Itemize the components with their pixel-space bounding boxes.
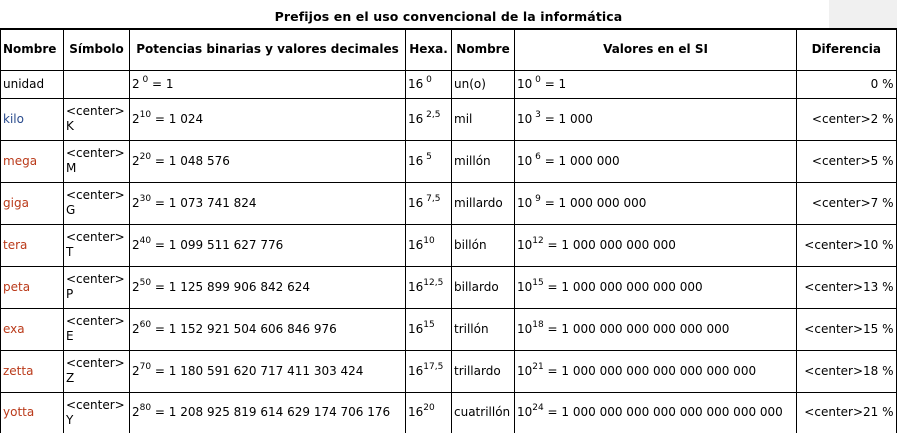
- table-row: [1, 140, 897, 182]
- header-nombre: Nombre: [1, 29, 64, 70]
- binary-base: 2: [132, 363, 140, 378]
- hexa-base: 16: [408, 195, 424, 210]
- prefix-name-exa[interactable]: exa: [3, 321, 25, 336]
- prefixes-table: [0, 28, 897, 433]
- cell-simbolo: [64, 224, 130, 266]
- si-base: 10: [517, 279, 533, 294]
- prefix-name-mega[interactable]: mega: [3, 153, 38, 168]
- cell-diferencia: <center>7 %: [797, 182, 897, 224]
- si-value: = 1 000 000 000 000 000: [543, 279, 703, 294]
- binary-base: 2: [132, 76, 140, 91]
- prefix-name-kilo[interactable]: kilo: [3, 111, 24, 126]
- hexa-exponent: 15: [423, 319, 435, 330]
- si-exponent: 3: [532, 109, 541, 120]
- cell-diferencia: <center>15 %: [797, 308, 897, 350]
- table-row: [1, 70, 897, 98]
- cell-potencia-binaria: [130, 350, 406, 392]
- si-exponent: 24: [532, 403, 544, 414]
- si-exponent: 15: [532, 277, 544, 288]
- cell-hexa: [406, 224, 452, 266]
- si-exponent: 0: [532, 74, 541, 85]
- binary-exponent: 0: [139, 74, 149, 85]
- cell-diferencia: <center>10 %: [797, 224, 897, 266]
- binary-exponent: 30: [139, 193, 152, 204]
- header-potencias: Potencias binarias y valores decimales: [130, 29, 406, 70]
- hexa-exponent: 10: [423, 235, 435, 246]
- binary-base: 2: [132, 279, 140, 294]
- cell-potencia-binaria: [130, 392, 406, 433]
- cell-nombre: [1, 392, 64, 433]
- hexa-base: 16: [408, 237, 424, 252]
- hexa-base: 16: [408, 153, 424, 168]
- symbol-letter: Y: [66, 412, 74, 427]
- cell-potencia-binaria: [130, 224, 406, 266]
- si-value: = 1 000 000 000 000 000 000 000: [543, 363, 757, 378]
- prefix-name-tera[interactable]: tera: [3, 237, 28, 252]
- table-row: [1, 392, 897, 433]
- cell-nombre-si: trillardo: [452, 350, 515, 392]
- si-base: 10: [517, 111, 533, 126]
- symbol-letter: E: [66, 329, 74, 343]
- si-value: = 1: [540, 76, 567, 91]
- table-row: [1, 182, 897, 224]
- hexa-base: 16: [408, 405, 424, 420]
- cell-hexa: [406, 70, 452, 98]
- si-base: 10: [517, 195, 533, 210]
- cell-simbolo: [64, 98, 130, 140]
- hexa-base: 16: [408, 111, 424, 126]
- binary-value: = 1: [148, 76, 174, 91]
- cell-hexa: [406, 308, 452, 350]
- binary-exponent: 10: [139, 109, 152, 120]
- si-base: 10: [517, 237, 533, 252]
- symbol-center-markup: <center>: [66, 146, 125, 160]
- binary-value: = 1 099 511 627 776: [151, 237, 284, 252]
- cell-simbolo: [64, 392, 130, 433]
- symbol-letter: G: [66, 203, 76, 217]
- cell-nombre: [1, 308, 64, 350]
- cell-hexa: [406, 350, 452, 392]
- cell-nombre: [1, 224, 64, 266]
- cell-nombre: [1, 98, 64, 140]
- si-exponent: 6: [532, 151, 541, 162]
- table-caption: Prefijos en el uso convencional de la informática: [274, 9, 623, 24]
- cell-nombre-si: cuatrillón: [452, 392, 515, 433]
- si-base: 10: [517, 363, 533, 378]
- binary-value: = 1 152 921 504 606 846 976: [151, 321, 337, 336]
- symbol-center-markup: <center>: [66, 272, 125, 286]
- cell-valor-si: [515, 140, 797, 182]
- si-value: = 1 000 000 000 000 000 000 000 000: [543, 405, 783, 420]
- cell-nombre: [1, 70, 64, 98]
- cell-diferencia: 0 %: [797, 70, 897, 98]
- symbol-letter: M: [66, 161, 77, 175]
- cell-hexa: [406, 98, 452, 140]
- header-row: [1, 29, 897, 70]
- cell-hexa: [406, 266, 452, 308]
- si-exponent: 18: [532, 319, 544, 330]
- cell-potencia-binaria: [130, 266, 406, 308]
- symbol-letter: P: [66, 287, 74, 301]
- table-body: [1, 70, 897, 433]
- si-value: = 1 000: [540, 111, 593, 126]
- cell-hexa: [406, 392, 452, 433]
- si-value: = 1 000 000: [540, 153, 620, 168]
- symbol-center-markup: <center>: [66, 104, 125, 118]
- binary-exponent: 70: [139, 361, 152, 372]
- si-value: = 1 000 000 000 000 000 000: [543, 321, 730, 336]
- hexa-exponent: 0: [423, 74, 432, 85]
- symbol-letter: T: [66, 245, 74, 259]
- cell-valor-si: [515, 266, 797, 308]
- cell-valor-si: [515, 392, 797, 433]
- hexa-exponent: 17,5: [423, 361, 444, 372]
- binary-base: 2: [132, 195, 140, 210]
- binary-base: 2: [132, 237, 140, 252]
- cell-nombre: [1, 350, 64, 392]
- si-value: = 1 000 000 000 000: [543, 237, 676, 252]
- cell-simbolo: [64, 70, 130, 98]
- cell-diferencia: <center>21 %: [797, 392, 897, 433]
- hexa-exponent: 20: [423, 403, 435, 414]
- symbol-center-markup: <center>: [66, 230, 125, 244]
- binary-exponent: 40: [139, 235, 152, 246]
- si-base: 10: [517, 321, 533, 336]
- si-value: = 1 000 000 000: [540, 195, 647, 210]
- table-row: [1, 308, 897, 350]
- cell-valor-si: [515, 350, 797, 392]
- cell-simbolo: [64, 140, 130, 182]
- binary-exponent: 20: [139, 151, 152, 162]
- cell-nombre-si: billardo: [452, 266, 515, 308]
- prefix-name-yotta[interactable]: yotta: [3, 405, 35, 420]
- cell-simbolo: [64, 266, 130, 308]
- prefix-name-zetta[interactable]: zetta: [3, 363, 34, 378]
- cell-diferencia: <center>18 %: [797, 350, 897, 392]
- si-base: 10: [517, 153, 533, 168]
- binary-value: = 1 048 576: [151, 153, 230, 168]
- binary-exponent: 80: [139, 403, 152, 414]
- binary-base: 2: [132, 405, 140, 420]
- header-diferencia: Diferencia: [797, 29, 897, 70]
- prefix-name-peta[interactable]: peta: [3, 279, 31, 294]
- cell-nombre: [1, 182, 64, 224]
- table-row: [1, 98, 897, 140]
- cell-potencia-binaria: [130, 98, 406, 140]
- cell-diferencia: <center>2 %: [797, 98, 897, 140]
- si-exponent: 9: [532, 193, 541, 204]
- cell-potencia-binaria: [130, 308, 406, 350]
- si-exponent: 21: [532, 361, 544, 372]
- header-hexa: Hexa.: [406, 29, 452, 70]
- cell-nombre-si: millón: [452, 140, 515, 182]
- cell-nombre-si: mil: [452, 98, 515, 140]
- cell-diferencia: <center>5 %: [797, 140, 897, 182]
- table-row: [1, 266, 897, 308]
- cell-potencia-binaria: [130, 70, 406, 98]
- hexa-base: 16: [408, 279, 424, 294]
- header-valores-si: Valores en el SI: [515, 29, 797, 70]
- hexa-base: 16: [408, 321, 424, 336]
- hexa-base: 16: [408, 363, 424, 378]
- binary-value: = 1 024: [151, 111, 204, 126]
- cell-nombre-si: billón: [452, 224, 515, 266]
- cell-simbolo: [64, 350, 130, 392]
- table-row: [1, 224, 897, 266]
- si-base: 10: [517, 76, 533, 91]
- si-base: 10: [517, 405, 533, 420]
- binary-exponent: 50: [139, 277, 152, 288]
- cell-nombre: [1, 140, 64, 182]
- binary-value: = 1 125 899 906 842 624: [151, 279, 311, 294]
- header-simbolo: Símbolo: [64, 29, 130, 70]
- symbol-center-markup: <center>: [66, 314, 125, 328]
- cell-valor-si: [515, 98, 797, 140]
- symbol-letter: K: [66, 119, 74, 133]
- binary-base: 2: [132, 111, 140, 126]
- table-row: [1, 350, 897, 392]
- cell-simbolo: [64, 182, 130, 224]
- cell-hexa: [406, 182, 452, 224]
- binary-base: 2: [132, 321, 140, 336]
- cell-diferencia: <center>13 %: [797, 266, 897, 308]
- si-exponent: 12: [532, 235, 544, 246]
- cell-valor-si: [515, 70, 797, 98]
- cell-nombre: [1, 266, 64, 308]
- cell-valor-si: [515, 308, 797, 350]
- header-nombre-si: Nombre: [452, 29, 515, 70]
- binary-exponent: 60: [139, 319, 152, 330]
- cell-nombre-si: trillón: [452, 308, 515, 350]
- symbol-center-markup: <center>: [66, 188, 125, 202]
- cell-nombre-si: millardo: [452, 182, 515, 224]
- hexa-exponent: 2,5: [423, 109, 441, 120]
- hexa-exponent: 5: [423, 151, 432, 162]
- hexa-exponent: 7,5: [423, 193, 441, 204]
- binary-value: = 1 073 741 824: [151, 195, 257, 210]
- cell-potencia-binaria: [130, 140, 406, 182]
- prefix-name-giga[interactable]: giga: [3, 195, 29, 210]
- cell-valor-si: [515, 182, 797, 224]
- binary-value: = 1 208 925 819 614 629 174 706 176: [151, 405, 391, 420]
- symbol-letter: Z: [66, 371, 75, 385]
- cell-nombre-si: un(o): [452, 70, 515, 98]
- hexa-exponent: 12,5: [423, 277, 444, 288]
- cell-hexa: [406, 140, 452, 182]
- binary-value: = 1 180 591 620 717 411 303 424: [151, 363, 364, 378]
- symbol-center-markup: <center>: [66, 397, 125, 412]
- symbol-center-markup: <center>: [66, 356, 125, 370]
- binary-base: 2: [132, 153, 140, 168]
- cell-simbolo: [64, 308, 130, 350]
- cell-valor-si: [515, 224, 797, 266]
- hexa-base: 16: [408, 76, 424, 91]
- cell-potencia-binaria: [130, 182, 406, 224]
- prefix-name-unidad: unidad: [3, 76, 45, 91]
